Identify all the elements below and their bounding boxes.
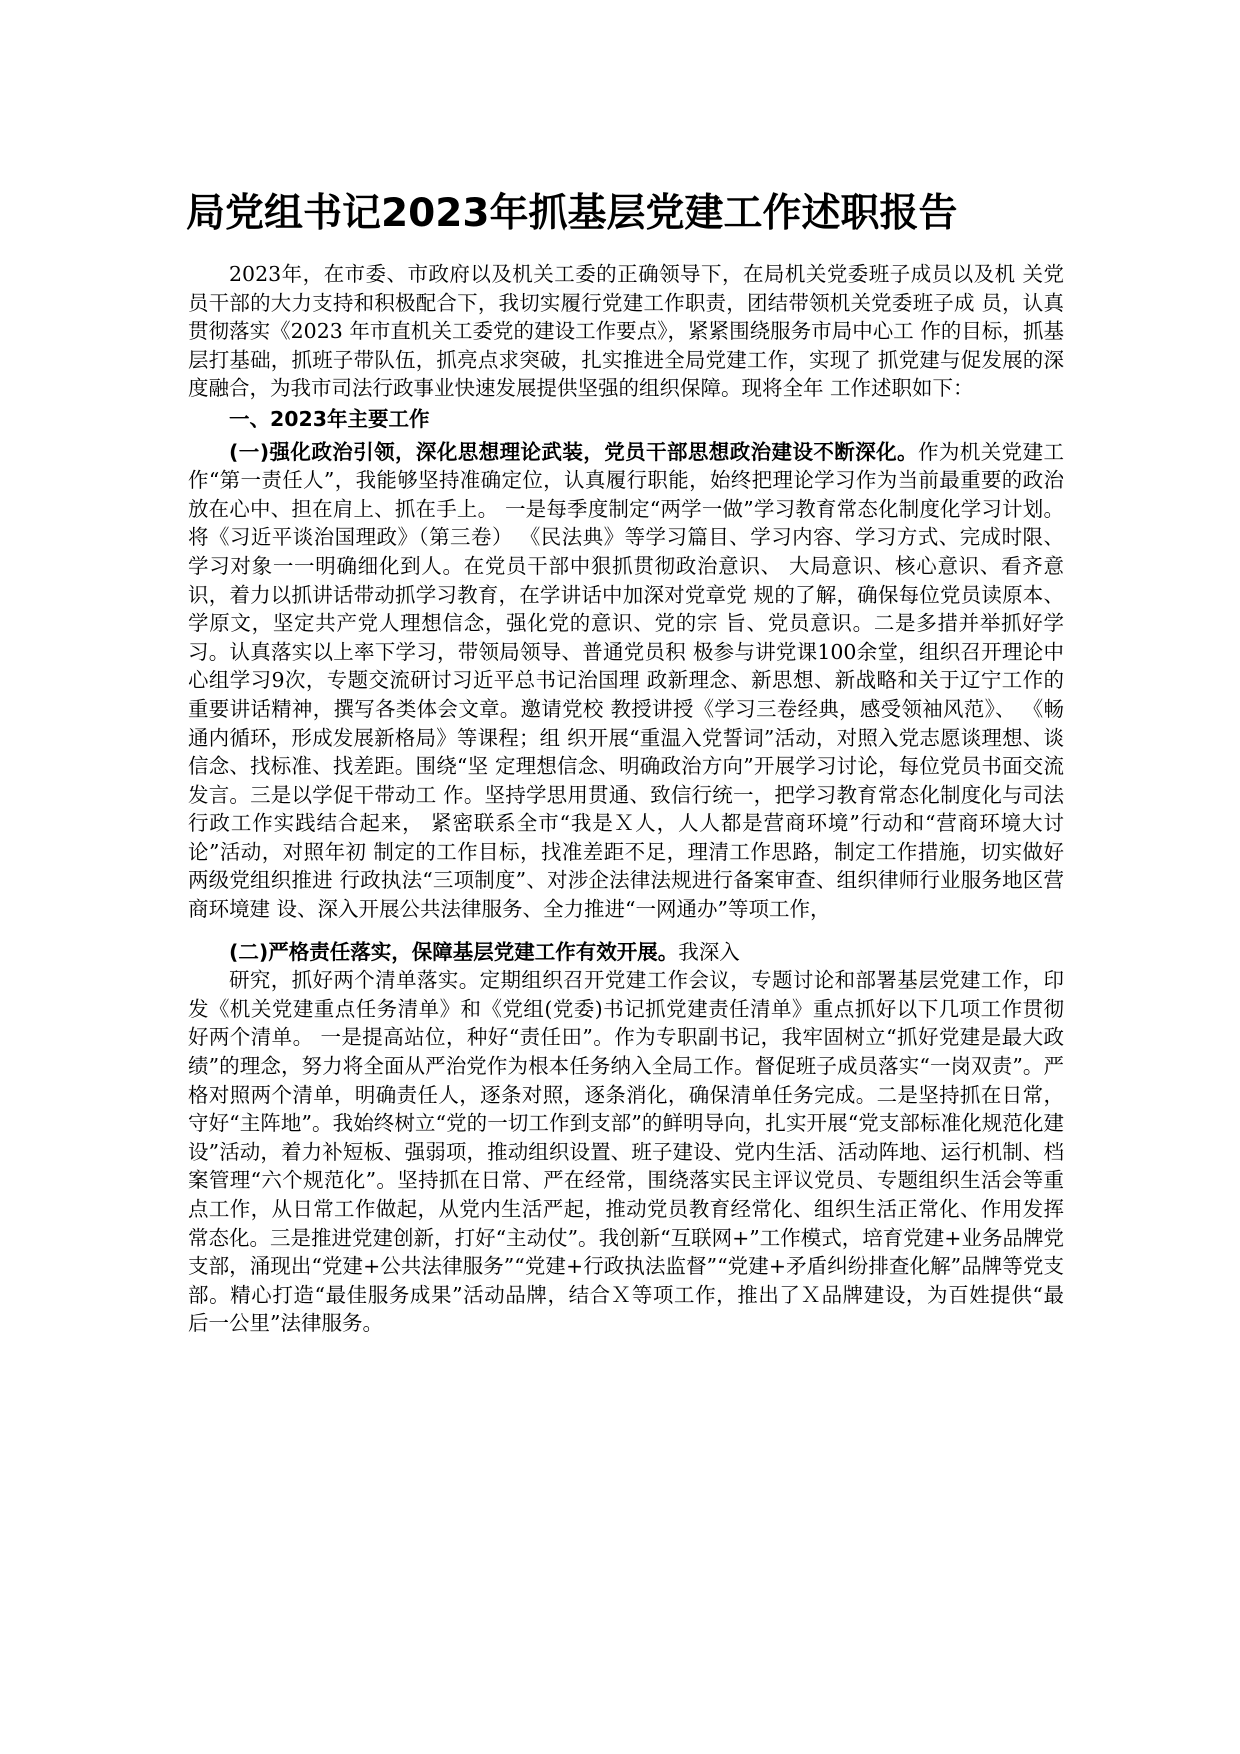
subsection-1-paragraph [188,438,1064,924]
subsection-2-heading-paragraph [188,938,1064,967]
subsection-2-heading-tail: 我深入 [678,939,740,964]
subsection-2-body: 研究，抓好两个清单落实。定期组织召开党建工作会议，专题讨论和部署基层党建工作，印发《机关党建重点任务清单》和《党组(党委)书记抓党建责任清单》重点抓好以下几项工作贯彻好两个清单。 一是提高站位，种好“责任田”。作为专职副书记，我牢固树立“抓好党建是最大政绩”的理念，努力将全面从严治党作为根本任务纳入全局工作。督促班子成员落实“一岗双责”。严格对照两个清单，明确责任人，逐条对照，逐条消化，确保清单任务完成。二是坚持抓在日常，守好“主阵地”。我始终树立“党的一切工作到支部”的鲜明导向，扎实开展“党支部标准化规范化建设”活动，着力补短板、强弱项，推动组织设置、班子建设、党内生活、活动阵地、运行机制、档案管理“六个规范化”。坚持抓在日常、严在经常，围绕落实民主评议党员、专题组织生活会等重点工作，从日常工作做起，从党内生活严起，推动党员教育经常化、组织生活正常化、作用发挥常态化。三是推进党建创新，打好“主动仗”。我创新“互联网+”工作模式，培育党建+业务品牌党支部，涌现出“党建+公共法律服务”“党建+行政执法监督”“党建+矛盾纠纷排查化解”品牌等党支部。精心打造“最佳服务成果”活动品牌，结合Ｘ等项工作，推出了Ｘ品牌建设，为百姓提供“最 后一公里”法律服务。 [188,968,1064,1336]
subsection-1-body: 作为机关党建工作“第一责任人”，我能够坚持准确定位，认真履行职能，始终把理论学习作为当前最重要的政治放在心中、担在肩上、抓在手上。 一是每季度制定“两学一做”学习教育常态化制度化学习计划。将《习近平谈治国理政》（第三卷） 《民法典》等学习篇目、学习内容、学习方式、完成时限、学习对象一一明确细化到人。在党员干部中狠抓贯彻政治意识、 大局意识、核心意识、看齐意识，着力以抓讲话带动抓学习教育，在学讲话中加深对党章党 规的了解，确保每位党员读原本、学原文，坚定共产党人理想信念，强化党的意识、党的宗 旨、党员意识。二是多措并举抓好学习。认真落实以上率下学习，带领局领导、普通党员积 极参与讲党课100余堂，组织召开理论中心组学习9次，专题交流研讨习近平总书记治国理 政新理念、新思想、新战略和关于辽宁工作的重要讲话精神，撰写各类体会文章。邀请党校 教授讲授《学习三卷经典，感受领袖风范》、 《畅通内循环，形成发展新格局》等课程；组 织开展“重温入党誓词”活动，对照入党志愿谈理想、谈信念、找标准、找差距。围绕“坚 定理想信念、明确政治方向”开展学习讨论，每位党员书面交流发言。三是以学促干带动工 作。坚持学思用贯通、致信行统一，把学习教育常态化制度化与司法行政工作实践结合起来， 紧密联系全市“我是Ｘ人，人人都是营商环境”行动和“营商环境大讨论”活动，对照年初 制定的工作目标，找准差距不足，理清工作思路，制定工作措施，切实做好两级党组织推进 行政执法“三项制度”、对涉企法律法规进行备案审查、组织律师行业服务地区营商环境建 设、深入开展公共法律服务、全力推进“一网通办”等项工作， [188,439,1064,922]
subsection-1-heading: (一)强化政治引领，深化思想理论武装，党员干部思想政治建设不断深化。 [229,439,918,464]
document-title: 局党组书记2023年抓基层党建工作述职报告 [186,191,958,236]
subsection-2-heading: (二)严格责任落实，保障基层党建工作有效开展。 [229,939,679,964]
document-body [188,260,1064,1338]
section-heading-main-work: 一、2023年主要工作 [229,406,430,431]
intro-paragraph: 2023年，在市委、市政府以及机关工委的正确领导下，在局机关党委班子成员以及机 关党员干部的大力支持和积极配合下，我切实履行党建工作职责，团结带领机关党委班子成 员，认真贯彻落实《2023 年市直机关工委党的建设工作要点》，紧紧围绕服务市局中心工 作的目标，抓基层打基础，抓班子带队伍，抓亮点求突破，扎实推进全局党建工作，实现了 抓党建与促发展的深度融合，为我市司法行政事业快速发展提供坚强的组织保障。现将全年 工作述职如下： [188,262,1064,401]
